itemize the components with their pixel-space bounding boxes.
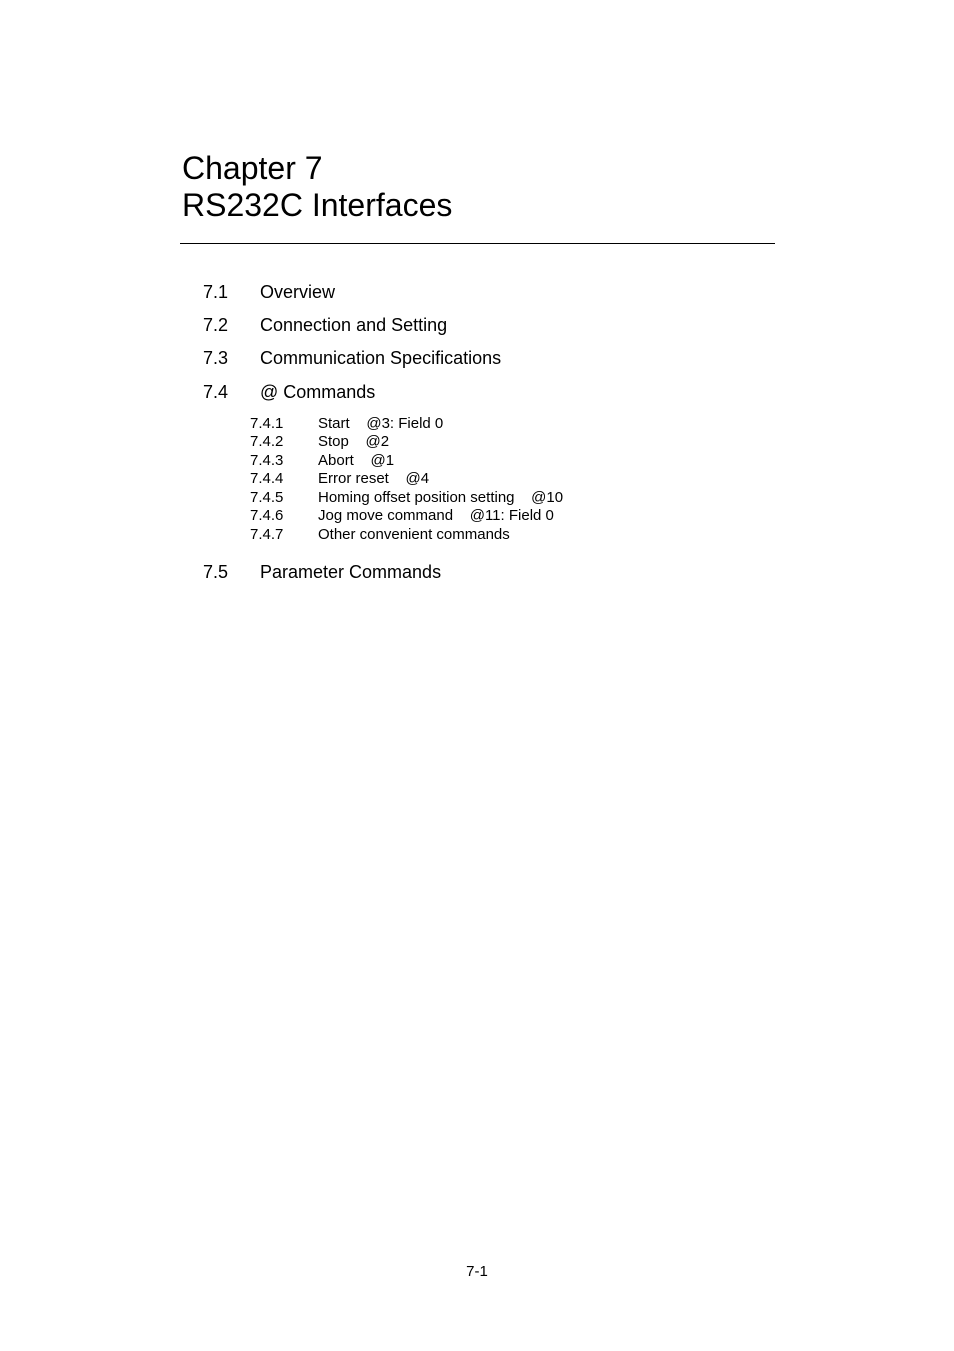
toc-subitem-title: Jog move command @11: Field 0 xyxy=(318,507,554,524)
toc-subitem-number: 7.4.7 xyxy=(250,526,284,543)
toc-item-number: 7.2 xyxy=(203,315,229,335)
toc-subitem-title: Homing offset position setting @10 xyxy=(318,489,564,506)
title-divider xyxy=(180,243,775,244)
toc-subitem-title: Abort @1 xyxy=(318,452,395,469)
toc-item-title: Overview xyxy=(260,282,336,302)
toc-subitem-number: 7.4.1 xyxy=(250,415,284,432)
toc-subitem-number: 7.4.3 xyxy=(250,452,284,469)
toc-item-title: Parameter Commands xyxy=(260,562,442,582)
toc-subitem-title: Stop @2 xyxy=(318,433,390,450)
chapter-title xyxy=(182,150,452,224)
page-number: 7-1 xyxy=(466,1263,488,1280)
toc-subitem-title: Other convenient commands xyxy=(318,526,510,543)
toc-subitem-title: Start @3: Field 0 xyxy=(318,415,444,432)
toc-item-title: Communication Specifications xyxy=(260,348,502,368)
toc-item-title: @ Commands xyxy=(260,382,376,402)
chapter-number: Chapter 7 xyxy=(182,150,323,186)
toc-item-number: 7.4 xyxy=(203,382,229,402)
toc-subitem-number: 7.4.2 xyxy=(250,433,284,450)
toc-subitem-number: 7.4.6 xyxy=(250,507,284,524)
toc-subitem-number: 7.4.4 xyxy=(250,470,284,487)
toc-item-number: 7.3 xyxy=(203,348,229,368)
toc-item-number: 7.1 xyxy=(203,282,229,302)
chapter-name: RS232C Interfaces xyxy=(182,187,453,223)
toc-item-title: Connection and Setting xyxy=(260,315,448,335)
toc-subitem-title: Error reset @4 xyxy=(318,470,430,487)
toc-item-number: 7.5 xyxy=(203,562,229,582)
toc-subitem-number: 7.4.5 xyxy=(250,489,284,506)
